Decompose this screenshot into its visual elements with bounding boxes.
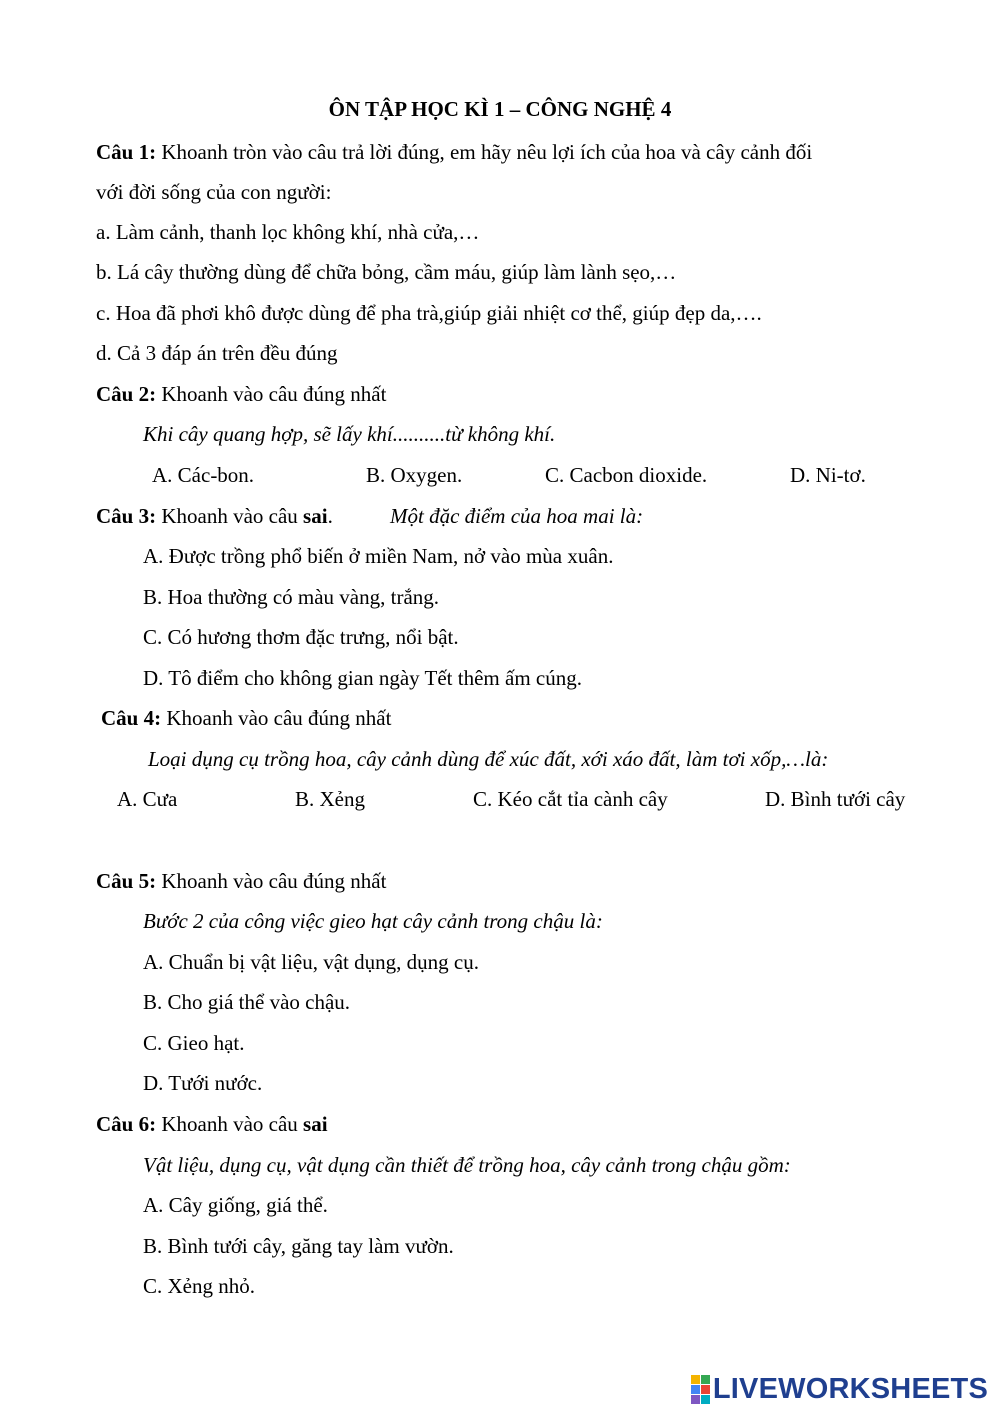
- question-5-option-d[interactable]: D. Tưới nước.: [143, 1071, 263, 1095]
- question-1-option-a[interactable]: a. Làm cảnh, thanh lọc không khí, nhà cửa,…: [96, 220, 480, 244]
- question-1-option-d[interactable]: d. Cả 3 đáp án trên đều đúng: [96, 341, 338, 365]
- question-5-option-b[interactable]: B. Cho giá thể vào chậu.: [143, 990, 351, 1014]
- question-5-text: Khoanh vào câu đúng nhất: [156, 869, 387, 893]
- question-4-option-d[interactable]: D. Bình tưới cây: [765, 787, 906, 811]
- question-3-option-b[interactable]: B. Hoa thường có màu vàng, trắng.: [143, 585, 440, 609]
- question-2-option-d[interactable]: D. Ni-tơ.: [790, 463, 866, 487]
- question-6-option-b[interactable]: B. Bình tưới cây, găng tay làm vườn.: [143, 1234, 454, 1258]
- question-5-option-c[interactable]: C. Gieo hạt.: [143, 1031, 245, 1055]
- question-1-text-cont: với đời sống của con người:: [96, 180, 332, 204]
- question-2-stem: Khi cây quang hợp, sẽ lấy khí..........từ không khí.: [143, 422, 556, 446]
- question-5-option-a[interactable]: A. Chuẩn bị vật liệu, vật dụng, dụng cụ.: [143, 950, 479, 974]
- question-1-label: Câu 1:: [96, 140, 157, 164]
- question-3-option-a[interactable]: A. Được trồng phổ biến ở miền Nam, nở vào mùa xuân.: [143, 544, 614, 568]
- question-3-header: Câu 3: Khoanh vào câu sai.: [96, 504, 333, 528]
- question-3-option-d[interactable]: D. Tô điểm cho không gian ngày Tết thêm ấm cúng.: [143, 666, 582, 690]
- question-5-stem: Bước 2 của công việc gieo hạt cây cảnh trong chậu là:: [143, 909, 603, 933]
- question-2-text: Khoanh vào câu đúng nhất: [156, 382, 387, 406]
- question-6-header: [96, 1111, 328, 1137]
- question-1-header: [96, 139, 812, 165]
- question-4-header: [101, 705, 391, 731]
- question-4-stem: Loại dụng cụ trồng hoa, cây cảnh dùng để xúc đất, xới xáo đất, làm tơi xốp,…là:: [148, 747, 829, 771]
- question-2-option-a[interactable]: A. Các-bon.: [152, 463, 255, 487]
- question-2-label: Câu 2:: [96, 382, 157, 406]
- question-2-header: [96, 381, 386, 407]
- question-4-label: Câu 4:: [101, 706, 162, 730]
- question-3-emph: sai: [303, 504, 328, 528]
- question-6-stem: Vật liệu, dụng cụ, vật dụng cần thiết để trồng hoa, cây cảnh trong chậu gồm:: [143, 1153, 791, 1177]
- question-6-text: Khoanh vào câu: [156, 1112, 304, 1136]
- liveworksheets-logo[interactable]: [691, 1374, 988, 1404]
- page-title: ÔN TẬP HỌC KÌ 1 – CÔNG NGHỆ 4: [328, 97, 672, 121]
- question-3-option-c[interactable]: C. Có hương thơm đặc trưng, nổi bật.: [143, 625, 459, 649]
- question-3-label: Câu 3:: [96, 504, 157, 528]
- question-4-option-a[interactable]: A. Cưa: [117, 787, 178, 811]
- question-4-text: Khoanh vào câu đúng nhất: [161, 706, 392, 730]
- question-5-header: [96, 868, 386, 894]
- question-2-option-b[interactable]: B. Oxygen.: [366, 463, 463, 487]
- question-4-option-c[interactable]: C. Kéo cắt tỉa cành cây: [473, 787, 668, 811]
- question-2-option-c[interactable]: C. Cacbon dioxide.: [545, 463, 708, 487]
- question-6-option-a[interactable]: A. Cây giống, giá thể.: [143, 1193, 328, 1217]
- question-6-emph: sai: [303, 1112, 328, 1136]
- question-4-option-b[interactable]: B. Xẻng: [295, 787, 365, 811]
- question-6-option-c[interactable]: C. Xẻng nhỏ.: [143, 1274, 255, 1298]
- logo-mark-icon: [691, 1375, 710, 1404]
- question-1-option-c[interactable]: c. Hoa đã phơi khô được dùng để pha trà,giúp giải nhiệt cơ thể, giúp đẹp da,….: [96, 301, 762, 325]
- question-3-stem: Một đặc điểm của hoa mai là:: [390, 504, 644, 528]
- question-5-label: Câu 5:: [96, 869, 157, 893]
- logo-text: LIVEWORKSHEETS: [712, 1372, 988, 1405]
- question-1-option-b[interactable]: b. Lá cây thường dùng để chữa bỏng, cầm máu, giúp làm lành sẹo,…: [96, 260, 677, 284]
- question-6-label: Câu 6:: [96, 1112, 157, 1136]
- question-3-text: Khoanh vào câu: [156, 504, 304, 528]
- question-1-text: Khoanh tròn vào câu trả lời đúng, em hãy nêu lợi ích của hoa và cây cảnh đối: [156, 140, 813, 164]
